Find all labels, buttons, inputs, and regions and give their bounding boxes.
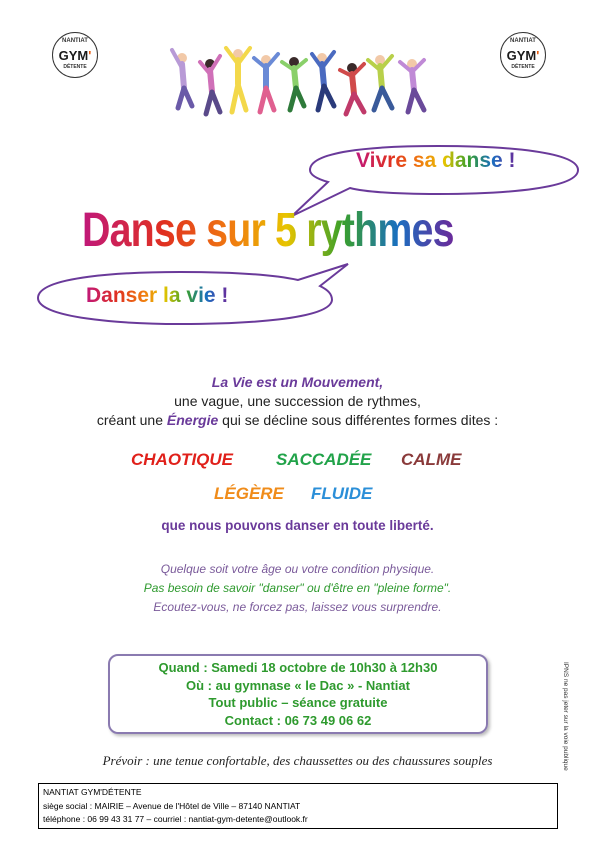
bubble-bottom-text: Danser la vie !	[86, 284, 229, 307]
advice-line-1: Quelque soit votre âge ou votre condition physique.	[160, 562, 435, 576]
freedom-line: que nous pouvons danser en toute liberté.	[161, 518, 434, 533]
main-title: Danse sur 5 rythmes	[82, 204, 454, 257]
rhythm-saccadee: SACCADÉE	[276, 450, 372, 469]
rhythm-fluide: FLUIDE	[311, 484, 373, 503]
advice-block	[0, 560, 595, 617]
footer-name: NANTIAT GYM'DÉTENTE	[43, 787, 142, 797]
prevoir-note: Prévoir : une tenue confortable, des chaussettes ou des chaussures souples	[102, 753, 493, 768]
rhythm-chaotique: CHAOTIQUE	[131, 450, 233, 469]
event-public: Tout public – séance gratuite	[208, 695, 388, 710]
footer-box	[38, 783, 558, 829]
logo-bottom-text: DÉTENTE	[63, 64, 87, 70]
advice-line-2: Pas besoin de savoir "danser" ou d'être en "pleine forme".	[143, 581, 452, 595]
intro-line-3: créant une Énergie qui se décline sous différentes formes dites :	[96, 412, 499, 428]
event-info	[108, 659, 488, 729]
club-logo-right	[500, 32, 546, 78]
intro-text	[0, 373, 595, 430]
logo-mid: GYM'	[506, 48, 540, 63]
intro-line-2: une vague, une succession de rythmes,	[174, 393, 421, 409]
club-logo-left	[52, 32, 98, 78]
event-when: Quand : Samedi 18 octobre de 10h30 à 12h30	[158, 660, 438, 675]
footer-contact: téléphone : 06 99 43 31 77 – courriel : nantiat-gym-detente@outlook.fr	[43, 814, 308, 824]
logo-top-text: NANTIAT	[62, 38, 88, 44]
intro-line-1: La Vie est un Mouvement,	[211, 374, 384, 390]
event-contact: Contact : 06 73 49 06 62	[224, 712, 372, 728]
advice-line-3: Ecoutez-vous, ne forcez pas, laissez vous surprendre.	[153, 600, 442, 614]
footer-address: siège social : MAIRIE – Avenue de l'Hôtel de Ville – 87140 NANTIAT	[43, 800, 301, 811]
logo-top-text: NANTIAT	[510, 38, 536, 44]
bubble-top-text: Vivre sa danse !	[356, 149, 516, 172]
dancers-illustration	[168, 40, 440, 120]
logo-mid: GYM'	[58, 48, 92, 63]
rhythm-calme: CALME	[401, 450, 462, 469]
event-where: Où : au gymnase « le Dac » - Nantiat	[186, 677, 410, 693]
logo-bottom-text: DÉTENTE	[511, 64, 535, 70]
rhythm-legere: LÉGÈRE	[214, 484, 284, 503]
ipns-sidenote: IPNS ne pas jeter sur la voie publique	[562, 662, 569, 771]
